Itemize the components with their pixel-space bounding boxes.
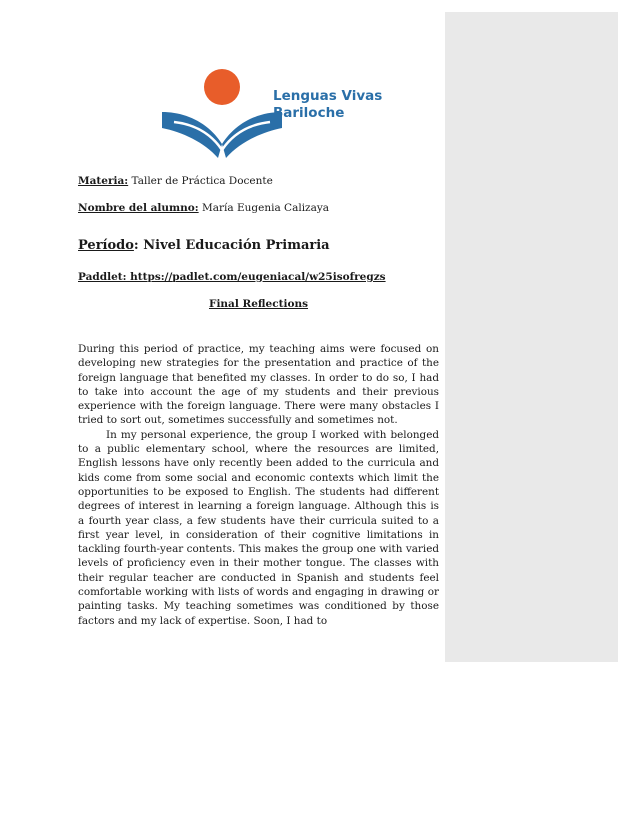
section-heading: Final Reflections — [208, 298, 309, 310]
alumno-value: María Eugenia Calizaya — [198, 202, 330, 214]
periodo-label: Período — [78, 238, 134, 253]
periodo-value: : Nivel Educación Primaria — [133, 238, 330, 253]
materia-value: Taller de Práctica Docente — [128, 175, 273, 187]
logo-line-2: Bariloche — [273, 105, 345, 121]
reflection-body — [78, 342, 439, 628]
logo-text — [273, 88, 382, 122]
comment-pane — [445, 12, 618, 662]
periodo-field — [78, 238, 330, 253]
logo-line-1: Lenguas Vivas — [273, 88, 383, 104]
materia-label: Materia: — [78, 175, 129, 187]
materia-field — [78, 175, 273, 187]
paddlet-link[interactable]: Paddlet: https://padlet.com/eugeniacal/w25isofregzs — [78, 271, 386, 283]
alumno-label: Nombre del alumno: — [78, 202, 199, 214]
paragraph-1: During this period of practice, my teaching aims were focused on developing new strategies for the presentation and practice of the foreign language that benefited my classes. In order to do so, I had to take into account the age of my students and their previous experience with the foreign language. There were many obstacles I tried to sort out, sometimes successfully and sometimes not. — [78, 343, 439, 427]
alumno-field — [78, 202, 329, 214]
paragraph-2: In my personal experience, the group I worked with belonged to a public elementary school, where the resources are limited, English lessons have only recently been added to the curricula and kids come from some social and economic contexts which limit the opportunities to be exposed to English. The students had different degrees of interest in learning a foreign language. Although this is a fourth year class, a few students have their curricula suited to a first year level, in consideration of their cognitive limitations in tackling fourth-year contents. This makes the group one with varied levels of proficiency even in their mother tongue. The classes with their regular teacher are conducted in Spanish and students feel comfortable working with lists of words and engaging in drawing or painting tasks. My teaching sometimes was conditioned by those factors and my lack of expertise. Soon, I had to — [78, 428, 439, 627]
